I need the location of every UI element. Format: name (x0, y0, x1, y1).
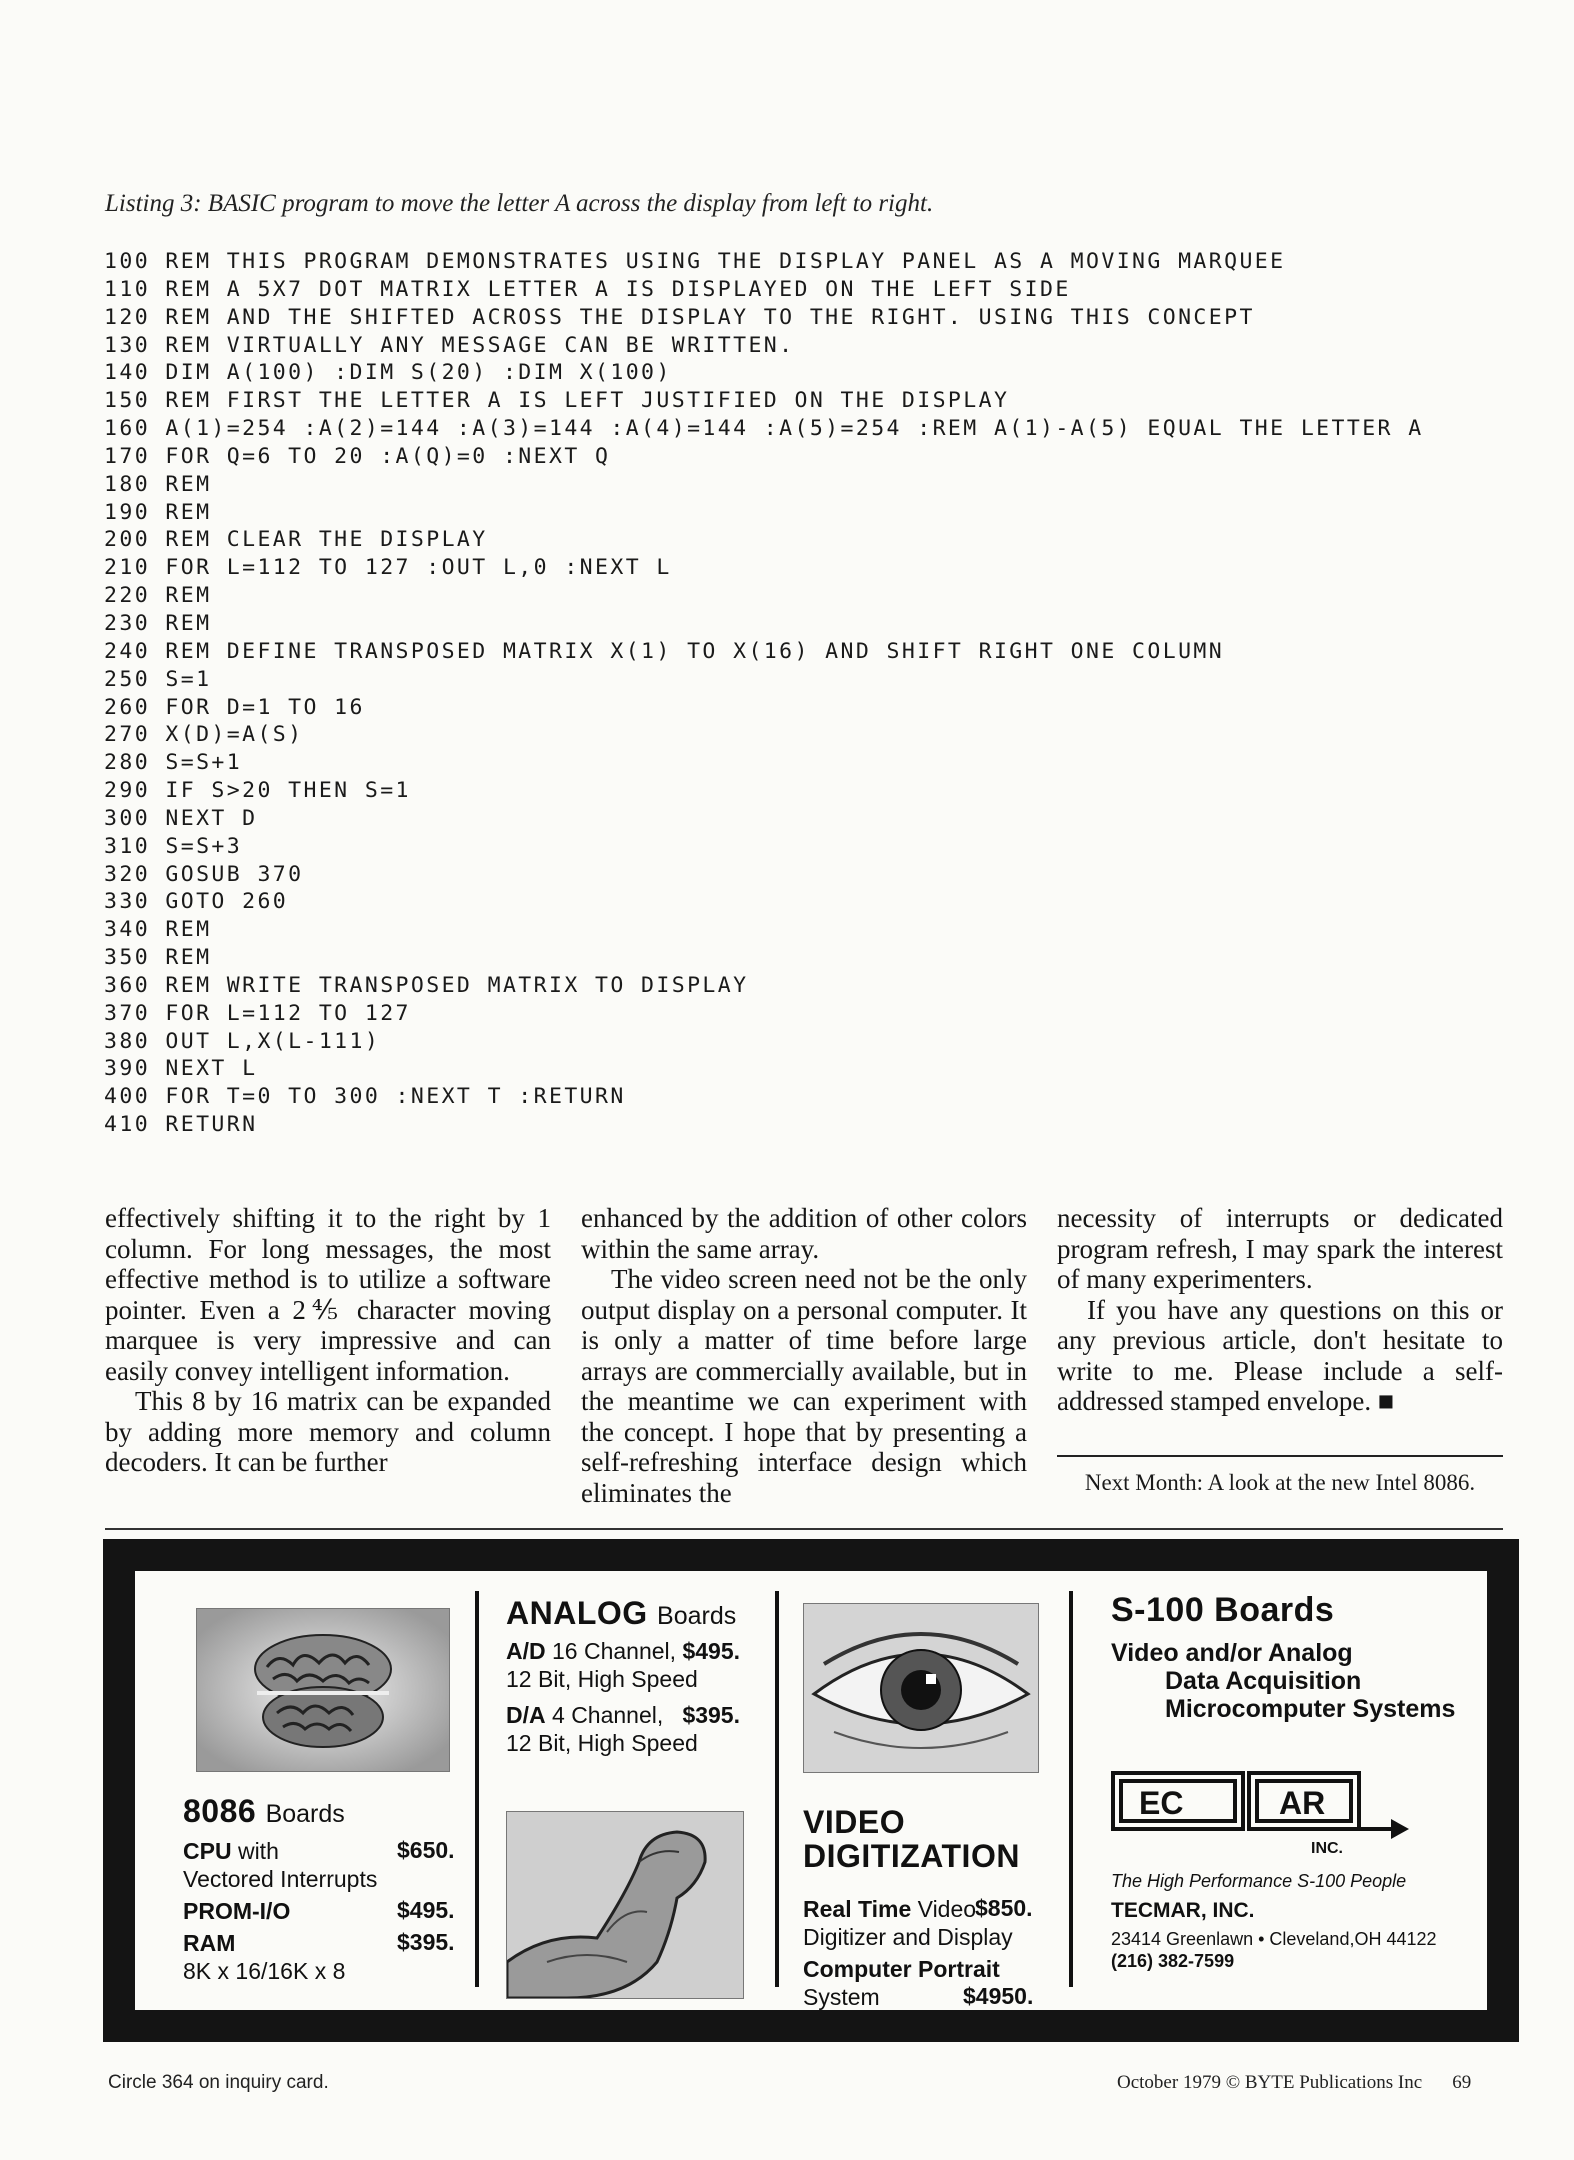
listing-line: 330 GOTO 260 (104, 889, 289, 915)
listing-line: 380 OUT L,X(L-111) (104, 1028, 381, 1054)
listing-line: 360 REM WRITE TRANSPOSED MATRIX TO DISPLAY (104, 972, 749, 998)
listing-line: 120 REM AND THE SHIFTED ACROSS THE DISPLAY TO THE RIGHT. USING THIS CONCEPT (104, 304, 1255, 330)
company-phone: (216) 382-7599 (1111, 1951, 1235, 1971)
cpu-price: $650. (397, 1837, 455, 1863)
article-column-1 (105, 1203, 551, 1478)
heading-line: VIDEO (803, 1804, 906, 1840)
da-text: 4 Channel, (552, 1702, 664, 1728)
listing-line: 260 FOR D=1 TO 16 (104, 694, 365, 720)
paragraph: This 8 by 16 matrix can be expanded by adding more memory and column decoders. It can be further (105, 1386, 551, 1477)
listing-line: 350 REM (104, 945, 212, 971)
footer-credit: October 1979 © BYTE Publications Inc (1117, 2072, 1423, 2093)
svg-text:EC: EC (1139, 1785, 1184, 1821)
listing-line: 180 REM (104, 471, 212, 497)
panel-divider (1069, 1591, 1073, 1987)
prom-price: $495. (397, 1897, 455, 1923)
ram-line (183, 1929, 235, 1957)
da-subtext: 12 Bit, High Speed (506, 1730, 698, 1756)
panel-divider (475, 1591, 479, 1987)
ad-text: 16 Channel, (552, 1638, 677, 1664)
listing-caption: Listing 3: BASIC program to move the letter A across the display from left to right. (105, 190, 934, 217)
company-address: 23414 Greenlawn • Cleveland,OH 44122 (1111, 1929, 1437, 1949)
listing-line: 170 FOR Q=6 TO 20 :A(Q)=0 :NEXT Q (104, 443, 611, 469)
listing-line: 230 REM (104, 610, 212, 636)
panel-analog-heading (506, 1595, 736, 1632)
listing-line: 240 REM DEFINE TRANSPOSED MATRIX X(1) TO X(16) AND SHIFT RIGHT ONE COLUMN (104, 638, 1225, 664)
inquiry-card-note: Circle 364 on inquiry card. (108, 2072, 329, 2093)
ad-label: A/D (506, 1638, 546, 1664)
tecmar-advertisement (103, 1539, 1519, 2042)
listing-line: 410 RETURN (104, 1112, 258, 1138)
listing-line: 200 REM CLEAR THE DISPLAY (104, 527, 488, 553)
heading-bold: ANALOG (506, 1595, 648, 1631)
panel-8086-heading (183, 1793, 345, 1830)
listing-line: 190 REM (104, 499, 212, 525)
flexing-arm-illustration (506, 1811, 744, 1999)
paragraph: enhanced by the addition of other colors within the same array. (581, 1203, 1027, 1264)
listing-line: 340 REM (104, 917, 212, 943)
listing-line: 130 REM VIRTUALLY ANY MESSAGE CAN BE WRITTEN. (104, 332, 795, 358)
paragraph: necessity of interrupts or dedicated program refresh, I may spark the interest of many experimenters. (1057, 1203, 1503, 1294)
end-mark: ■ (1377, 1386, 1395, 1416)
listing-line: 160 A(1)=254 :A(2)=144 :A(3)=144 :A(4)=144 :A(5)=254 :REM A(1)-A(5) EQUAL THE LETTER A (104, 416, 1424, 442)
panel-divider (775, 1591, 779, 1987)
portrait-subtext: System (803, 1984, 880, 2010)
listing-line: 390 NEXT L (104, 1056, 258, 1082)
panel-s100-heading: S-100 Boards (1111, 1591, 1335, 1629)
ad-price: $495. (682, 1638, 741, 1664)
portrait-line (803, 1955, 1000, 1983)
ad-subtext: 12 Bit, High Speed (506, 1666, 698, 1692)
ad-panel (135, 1571, 1487, 2010)
prom-line (183, 1897, 290, 1925)
heading-bold: 8086 (183, 1793, 257, 1829)
realtime-subtext: Digitizer and Display (803, 1924, 1013, 1950)
portrait-label: Computer Portrait (803, 1956, 1000, 1982)
divider (105, 1528, 1503, 1530)
heading-light: Boards (657, 1602, 737, 1630)
listing-line: 370 FOR L=112 TO 127 (104, 1000, 411, 1026)
realtime-label: Real Time (803, 1896, 912, 1922)
paragraph-text: If you have any questions on this or any previous article, don't hesitate to write to me. Please include a self-addressed stamped envelope. (1057, 1294, 1503, 1416)
panel-video-heading (803, 1805, 1020, 1873)
da-price: $395. (682, 1702, 740, 1728)
company-name: TECMAR, INC. (1111, 1899, 1255, 1922)
s100-line: Video and/or Analog (1111, 1639, 1353, 1667)
listing-line: 110 REM A 5X7 DOT MATRIX LETTER A IS DISPLAYED ON THE LEFT SIDE (104, 276, 1071, 302)
listing-line: 140 DIM A(100) :DIM S(20) :DIM X(100) (104, 360, 672, 386)
da-line (506, 1701, 740, 1729)
tecmar-tagline: The High Performance S-100 People (1111, 1871, 1407, 1891)
s100-line: Data Acquisition (1165, 1667, 1362, 1695)
ram-subtext: 8K x 16/16K x 8 (183, 1958, 346, 1984)
realtime-line (803, 1895, 976, 1923)
listing-line: 150 REM FIRST THE LETTER A IS LEFT JUSTIFIED ON THE DISPLAY (104, 388, 1010, 414)
paragraph: effectively shifting it to the right by 1 column. For long messages, the most effective method is to utilize a software pointer. Even a 2⅘ character moving marquee is very impressive and can easily convey intelligent information. (105, 1203, 551, 1386)
page-footer (1117, 2072, 1471, 2094)
cpu-label: CPU (183, 1838, 232, 1864)
cpu-line (183, 1837, 279, 1865)
article-column-3 (1057, 1203, 1503, 1417)
cpu-subtext: Vectored Interrupts (183, 1866, 378, 1892)
basic-listing (104, 248, 1544, 1139)
tecmar-logo (1111, 1769, 1411, 1859)
ad-line (506, 1637, 740, 1665)
cpu-with: with (237, 1838, 279, 1864)
svg-text:INC.: INC. (1311, 1840, 1343, 1857)
listing-line: 220 REM (104, 583, 212, 609)
s100-line: Microcomputer Systems (1165, 1695, 1456, 1723)
listing-line: 210 FOR L=112 TO 127 :OUT L,0 :NEXT L (104, 555, 672, 581)
page-number: 69 (1452, 2072, 1472, 2093)
listing-line: 310 S=S+3 (104, 833, 243, 859)
ram-price: $395. (397, 1929, 455, 1955)
listing-line: 320 GOSUB 370 (104, 861, 304, 887)
listing-line: 290 IF S>20 THEN S=1 (104, 778, 411, 804)
listing-line: 280 S=S+1 (104, 750, 243, 776)
listing-line: 100 REM THIS PROGRAM DEMONSTRATES USING THE DISPLAY PANEL AS A MOVING MARQUEE (104, 249, 1286, 274)
brain-illustration (196, 1608, 450, 1772)
next-month-note: Next Month: A look at the new Intel 8086. (1084, 1470, 1476, 1495)
portrait-price: $4950. (963, 1983, 1034, 2009)
realtime-text: Video (917, 1896, 977, 1922)
listing-line: 250 S=1 (104, 666, 212, 692)
heading-light: Boards (265, 1800, 345, 1828)
realtime-price: $850. (975, 1895, 1033, 1921)
ram-label: RAM (183, 1930, 236, 1956)
heading-line: DIGITIZATION (803, 1838, 1020, 1874)
eye-illustration (803, 1603, 1039, 1773)
article-column-2 (581, 1203, 1027, 1508)
paragraph (1057, 1295, 1503, 1417)
listing-line: 270 X(D)=A(S) (104, 722, 304, 748)
svg-text:AR: AR (1279, 1785, 1326, 1821)
divider (1057, 1455, 1503, 1457)
listing-line: 400 FOR T=0 TO 300 :NEXT T :RETURN (104, 1084, 626, 1110)
prom-label: PROM-I/O (183, 1898, 291, 1924)
da-label: D/A (506, 1702, 546, 1728)
listing-line: 300 NEXT D (104, 805, 258, 831)
paragraph: The video screen need not be the only output display on a personal computer. It is only a matter of time before large arrays are commercially available, but in the meantime we can experiment with the concept. I hope that by presenting a self-refreshing interface design which eliminates the (581, 1264, 1027, 1508)
